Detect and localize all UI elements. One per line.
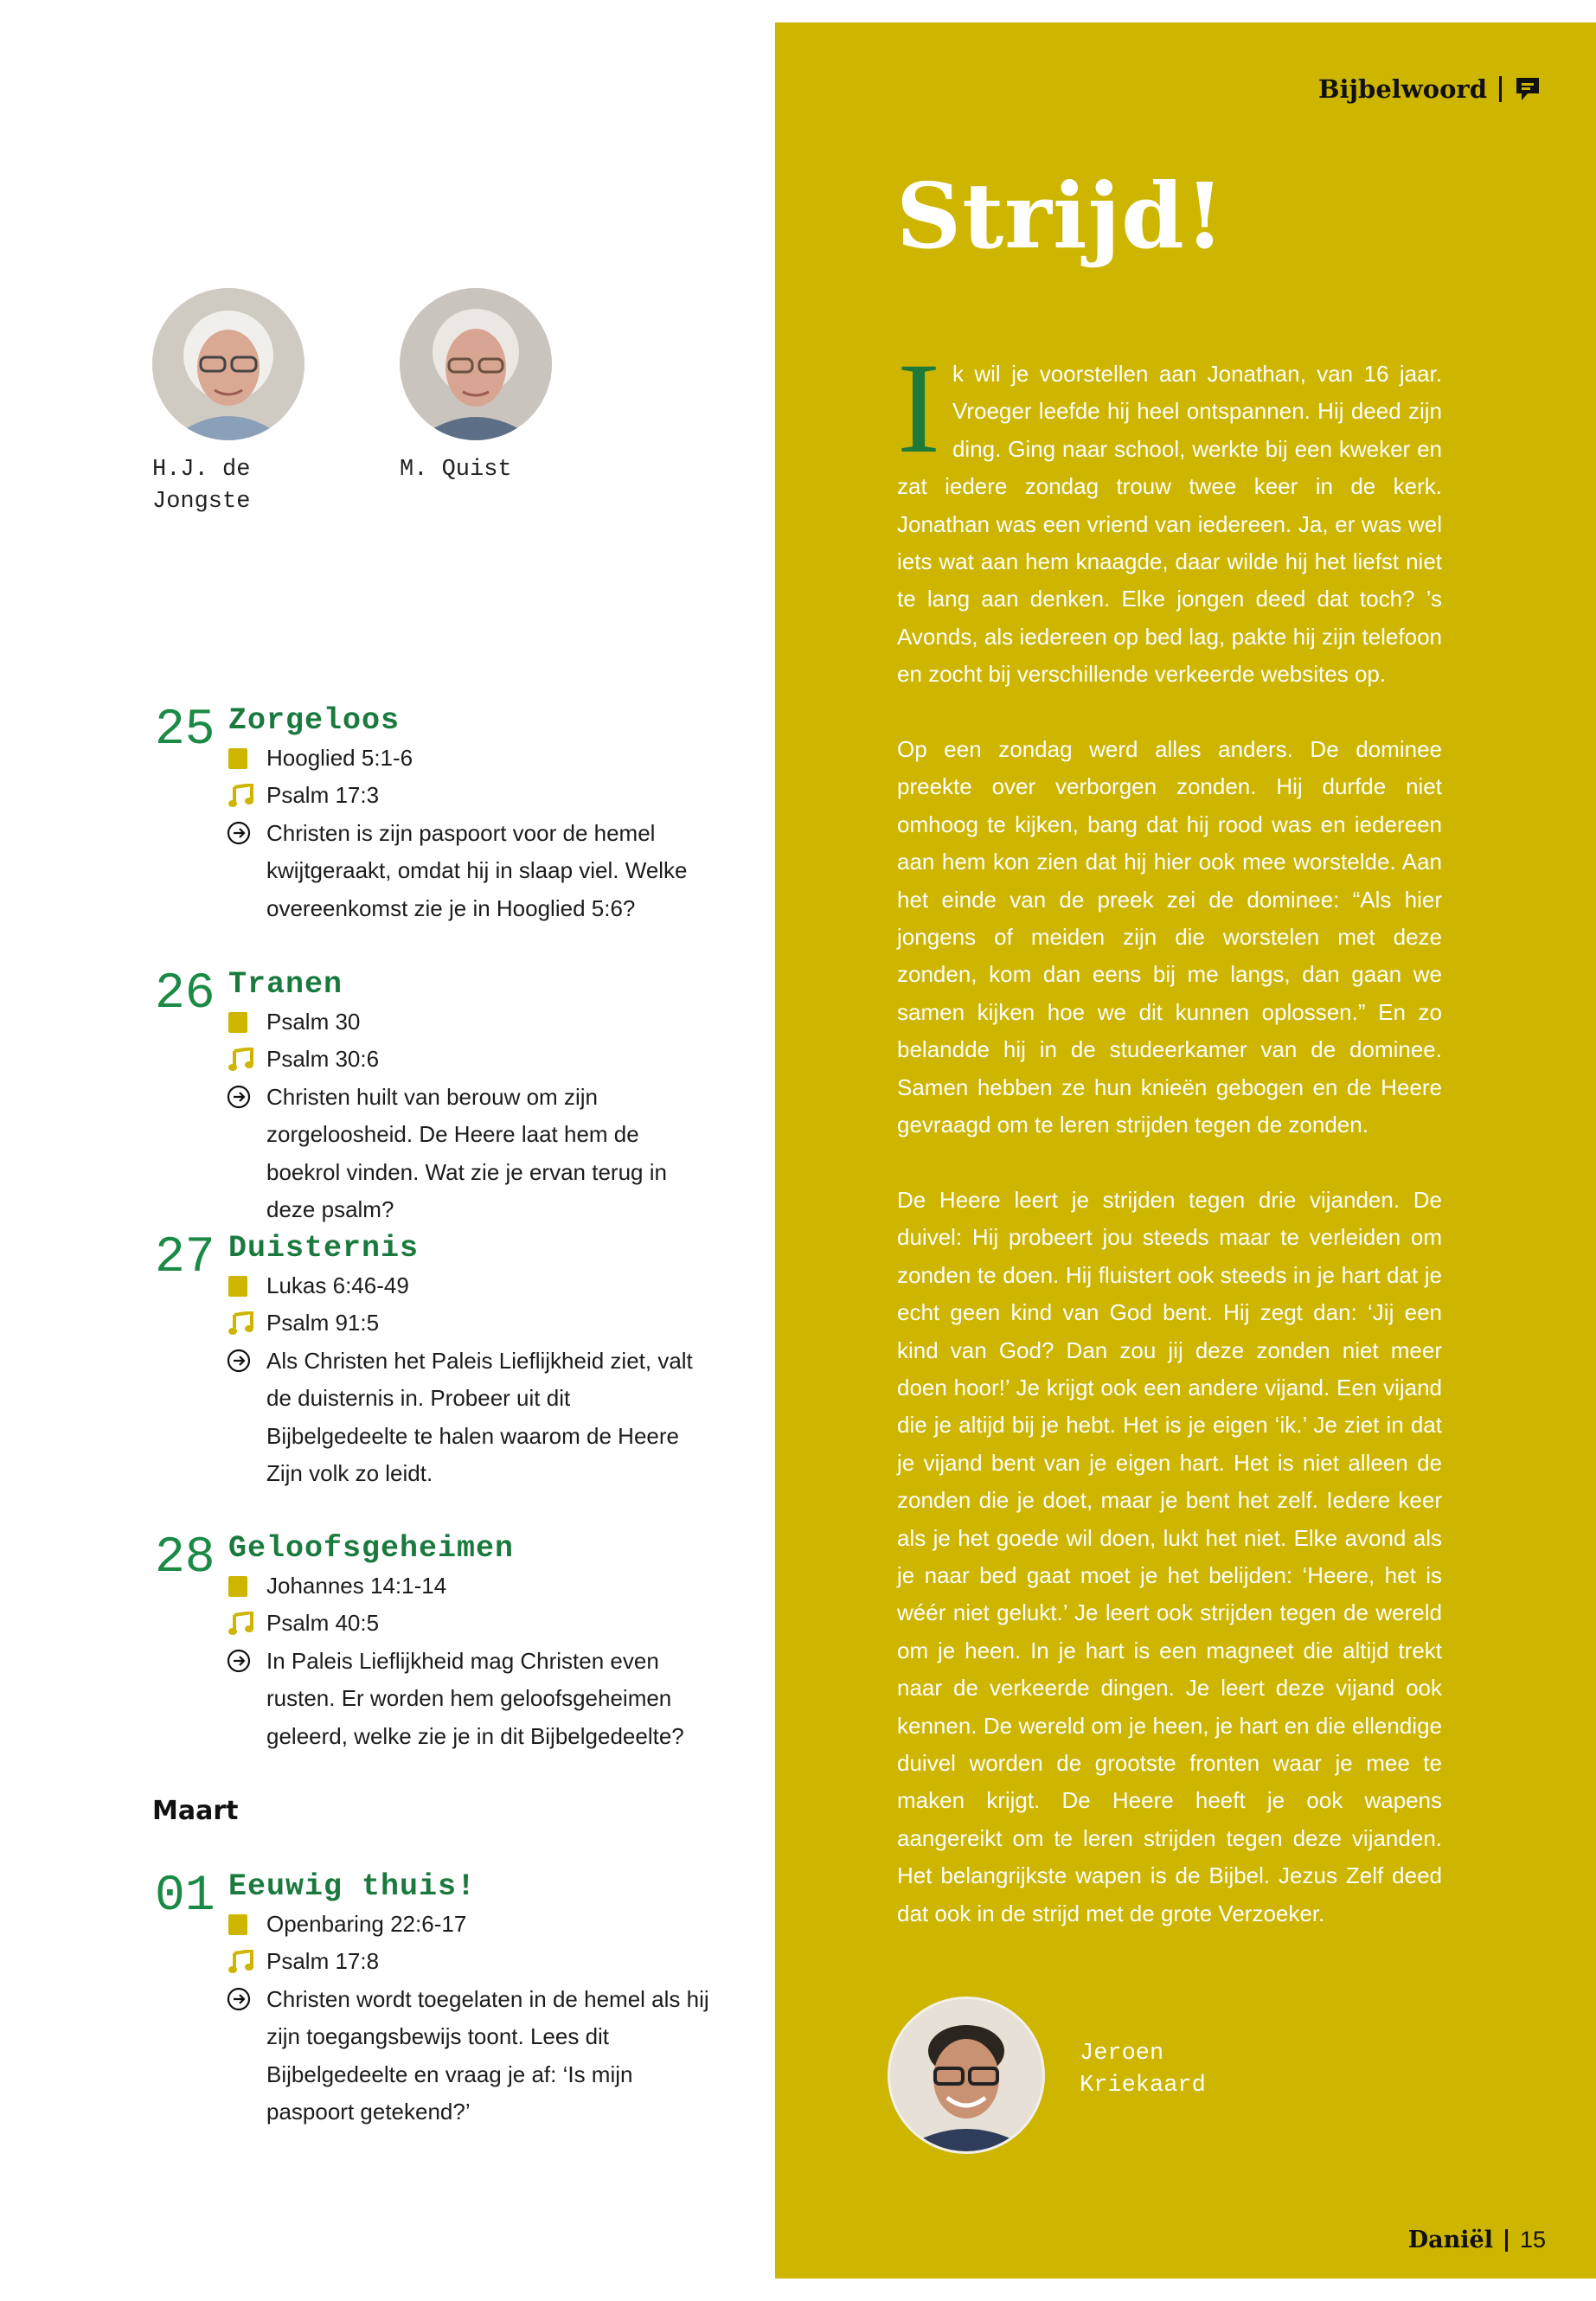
- article-panel: [775, 22, 1596, 2279]
- entry-day: 28: [155, 1530, 215, 1586]
- drop-cap: I: [897, 336, 940, 480]
- reading-row: [228, 1906, 715, 1943]
- author-name: H.J. de Jongste: [152, 457, 251, 515]
- magazine-name: Daniël: [1407, 2227, 1493, 2253]
- entry-title: Geloofsgeheimen: [228, 1531, 515, 1566]
- reading-schedule: [152, 702, 715, 1755]
- article-paragraph: De Heere leert je strijden tegen drie vijanden. De duivel: Hij probeert jou steeds maar te verleiden om zonden te doen. Hij fluistert ook steeds in je hart dat je echt geen kind van God bent. Hij zegt dan: ‘Jij een kind van God? Dan zou jij deze zonden niet meer doen hoor!’ Je krijgt ook een andere vijand. Een vijand die je altijd bij je hebt. Het is je eigen ‘ik.’ Je ziet in dat je vijand bent van je eigen hart. Het is niet alleen de zonden die je doet, maar je bent het zelf. Iedere keer als je het goede wil doen, lukt het niet. Elke avond als je naar bed gaat moet je het belijden: ‘Heere, het is wéér niet gelukt.’ Je leert ook strijden tegen de wereld om je heen. In je hart is een magneet die altijd trekt naar de verkeerde dingen. Je leert deze vijand ook kennen. De wereld om je heen, je hart en die ellendige duivel worden de grootste fronten waar je mee te maken krijgt. De Heere heeft je ook wapens aangereikt om te leren strijden tegen deze vijanden. Het belangrijkste wapen is de Bijbel. Jezus Zelf deed dat ook in de strijd met de grote Verzoeker.: [897, 1186, 1442, 1926]
- psalm-row: [228, 1943, 715, 1980]
- book-icon: [228, 1576, 247, 1597]
- speech-bubble-icon: [1514, 76, 1542, 102]
- month-heading: Maart: [152, 1796, 239, 1826]
- book-icon: [228, 1012, 247, 1033]
- arrow-circle-icon: [227, 1649, 251, 1673]
- book-icon: [228, 1914, 247, 1935]
- psalm-row: [228, 777, 715, 814]
- music-note-icon: [228, 1311, 254, 1336]
- page-footer: [1408, 2227, 1546, 2253]
- question-row: [227, 1643, 715, 1755]
- question-row: [227, 1079, 715, 1229]
- entry-title: Eeuwig thuis!: [228, 1869, 477, 1904]
- music-note-icon: [228, 1950, 254, 1974]
- reading-ref: Openbaring 22:6-17: [266, 1911, 467, 1937]
- author-card-1: [152, 288, 360, 518]
- music-note-icon: [228, 1048, 254, 1072]
- question-text: Christen huilt van berouw om zijn zorgeloosheid. De Heere laat hem de boekrol vinden. Wat zie je ervan terug in deze psalm?: [266, 1083, 667, 1223]
- reading-entry: [152, 1868, 715, 2131]
- arrow-circle-icon: [227, 1987, 251, 2011]
- article-title: Strijd!: [896, 163, 1226, 269]
- music-note-icon: [228, 784, 254, 808]
- paragraph-text: k wil je voorstellen aan Jonathan, van 16 jaar. Vroeger leefde hij heel ontspannen. Hij deed zijn ding. Ging naar school, werkte bij een kweker en zat iedere zondag trouw twee keer in de kerk. Jonathan was een vriend van iedereen. Ja, er was wel iets wat aan hem knaagde, daar wilde hij het liefst niet te lang aan denken. Elke jongen deed dat toch? ’s Avonds, als iedereen op bed lag, pakte hij zijn telefoon en zocht bij verschillende verkeerde websites op.: [897, 361, 1442, 688]
- question-text: Christen is zijn paspoort voor de hemel kwijtgeraakt, omdat hij in slaap viel. Welke overeenkomst zie je in Hooglied 5:6?: [266, 819, 688, 921]
- article-paragraph: [897, 336, 1442, 694]
- psalm-row: [228, 1041, 715, 1078]
- author-photo: [152, 288, 304, 440]
- entry-day: 01: [155, 1868, 215, 1925]
- section-title: Bijbelwoord: [1318, 74, 1487, 104]
- entry-title: Duisternis: [228, 1231, 420, 1266]
- book-icon: [228, 748, 247, 769]
- entry-day: 25: [155, 702, 215, 759]
- psalm-ref: Psalm 91:5: [266, 1310, 380, 1336]
- psalm-row: [228, 1605, 715, 1642]
- reading-ref: Psalm 30: [266, 1009, 361, 1035]
- author-name: M. Quist: [400, 457, 512, 483]
- question-text: Als Christen het Paleis Lieflijkheid ziet, valt de duisternis in. Probeer uit dit Bijbelgedeelte te halen waarom de Heere Zijn volk zo leidt.: [266, 1347, 693, 1487]
- article-body: [897, 336, 1442, 1970]
- question-row: [227, 815, 715, 927]
- reading-ref: Lukas 6:46-49: [266, 1272, 409, 1298]
- reading-schedule-march: [152, 1868, 715, 2131]
- author-card-2: [400, 288, 607, 486]
- question-text: In Paleis Lieflijkheid mag Christen even rusten. Er worden hem geloofsgeheimen geleerd, welke zie je in dit Bijbelgedeelte?: [266, 1647, 684, 1749]
- reading-row: [228, 740, 715, 777]
- psalm-ref: Psalm 30:6: [266, 1046, 380, 1073]
- author-name: Jeroen Kriekaard: [1080, 2041, 1206, 2099]
- entry-day: 27: [155, 1230, 215, 1286]
- section-header: [1318, 74, 1542, 104]
- arrow-circle-icon: [227, 821, 251, 845]
- psalm-row: [228, 1304, 715, 1342]
- book-icon: [228, 1276, 247, 1297]
- reading-ref: Johannes 14:1-14: [266, 1573, 447, 1599]
- question-row: [227, 1981, 715, 2131]
- entry-day: 26: [155, 966, 215, 1022]
- reading-entry: [152, 702, 715, 966]
- arrow-circle-icon: [227, 1085, 251, 1109]
- reading-entry: [152, 1530, 715, 1755]
- reading-row: [228, 1267, 715, 1304]
- entry-title: Tranen: [228, 967, 343, 1002]
- author-photo: [888, 1997, 1045, 2154]
- entry-title: Zorgeloos: [228, 703, 401, 738]
- reading-ref: Hooglied 5:1-6: [266, 745, 413, 771]
- divider: [1505, 2229, 1508, 2252]
- question-text: Christen wordt toegelaten in de hemel als hij zijn toegangsbewijs toont. Lees dit Bijbelgedeelte en vraag je af: ‘Is mijn paspoort getekend?’: [266, 1985, 709, 2125]
- article-paragraph: Op een zondag werd alles anders. De dominee preekte over verborgen zonden. Hij durfde niet omhoog te kijken, bang dat hij rood was en iedereen aan hem kon zien dat hij hier ook mee worstelde. Aan het einde van de preek zei de dominee: “Als hier jongens of meiden zijn die worstelen met deze zonden, kom dan eens bij me langs, dan gaan we samen kijken hoe we dit kunnen oplossen.” En zo belandde hij in de studeerkamer van de dominee. Samen hebben ze hun knieën gebogen en de Heere gevraagd om te leren strijden tegen de zonden.: [897, 736, 1442, 1138]
- divider: [1499, 76, 1502, 102]
- reading-entry: [152, 1230, 715, 1530]
- psalm-ref: Psalm 17:8: [266, 1948, 380, 1975]
- reading-row: [228, 1567, 715, 1605]
- arrow-circle-icon: [227, 1349, 251, 1373]
- psalm-ref: Psalm 17:3: [266, 782, 380, 809]
- reading-row: [228, 1003, 715, 1041]
- page-number: 15: [1519, 2227, 1546, 2253]
- author-photo: [400, 288, 552, 440]
- psalm-ref: Psalm 40:5: [266, 1610, 380, 1637]
- reading-entry: [152, 966, 715, 1230]
- question-row: [227, 1343, 715, 1493]
- music-note-icon: [228, 1612, 254, 1636]
